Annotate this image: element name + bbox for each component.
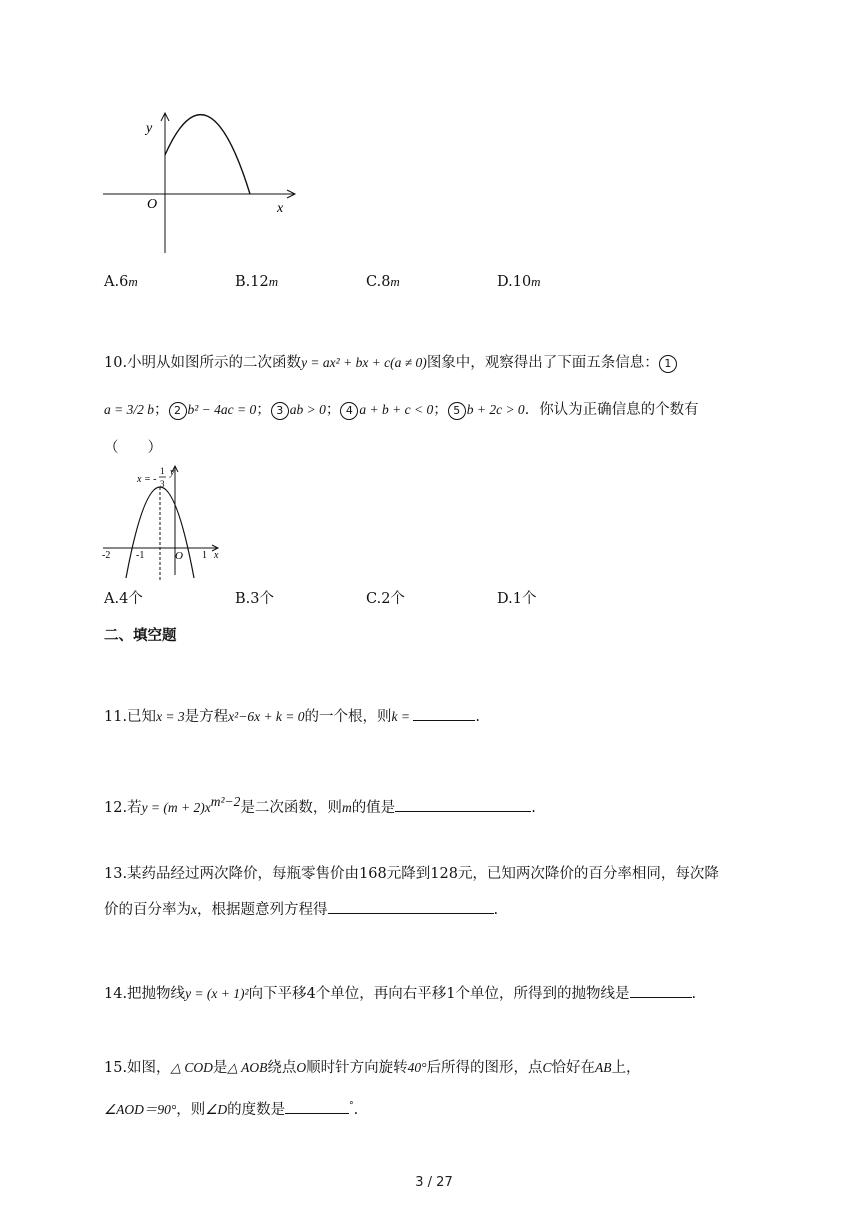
q9-option-d: D.10m xyxy=(497,274,541,290)
origin-label: O xyxy=(175,550,183,562)
q13-line-1: 13.某药品经过两次降价，每瓶零售价由168元降到128元，已知两次降价的百分率相同，每次降 xyxy=(104,866,719,882)
q11: 11.已知x = 3是方程x²−6x + k = 0的一个根，则k = . xyxy=(104,706,480,727)
tick-neg2: -2 xyxy=(102,550,111,561)
symmetry-label: x = - xyxy=(137,474,157,485)
section-title: 二、填空题 xyxy=(104,628,177,644)
x-axis-label: x xyxy=(277,201,284,216)
origin-label: O xyxy=(147,197,158,212)
answer-blank[interactable] xyxy=(413,706,475,721)
answer-blank[interactable] xyxy=(285,1099,349,1114)
answer-blank[interactable] xyxy=(630,983,692,998)
q10-option-a: A.4个 xyxy=(104,591,143,607)
q10-line-1: 10.小明从如图所示的二次函数y = ax² + bx + c(a ≠ 0)图象中，观察得出了下面五条信息： 1 xyxy=(104,353,678,373)
x-axis-label: x xyxy=(214,550,219,561)
q14: 14.把抛物线y = (x + 1)²向下平移4个单位，再向右平移1个单位，所得到的抛物线是 . xyxy=(104,983,696,1004)
parabola-curve xyxy=(165,115,250,194)
page-number: 3 / 27 xyxy=(415,1175,453,1190)
q12: 12.若$y = (m + 2)x^{m^2-2}$是二次函数，则m的值是 . xyxy=(104,794,536,816)
answer-blank[interactable] xyxy=(395,797,531,812)
q10-option-b: B.3个 xyxy=(235,591,274,607)
q10-line-2: a = 3/2 b； 2 b² − 4ac = 0； 3 ab > 0； 4 a + b + c < 0； 5 b + 2c > 0．你认为正确信息的个数有 xyxy=(104,402,699,418)
tick-neg1: -1 xyxy=(136,550,145,561)
tick-1: 1 xyxy=(202,550,207,561)
q9-option-b: B.12m xyxy=(235,274,279,290)
q10-option-c: C.2个 xyxy=(366,591,405,607)
answer-blank[interactable] xyxy=(328,899,494,914)
q10-option-d: D.1个 xyxy=(497,591,537,607)
q10-paren: （ ） xyxy=(104,440,162,456)
circled-1: 1 xyxy=(659,355,677,373)
y-axis-label: y xyxy=(170,467,175,478)
q15-line-2: ∠AOD＝90°，则∠D的度数是 °. xyxy=(104,1096,358,1120)
parabola-graph-2 xyxy=(0,460,868,600)
q9-option-a: A.6m xyxy=(104,274,138,290)
symmetry-frac-num: 1 xyxy=(160,466,165,476)
symmetry-frac-den: 3 xyxy=(160,479,165,489)
q9-option-c: C.8m xyxy=(366,274,400,290)
y-axis-label: y xyxy=(146,121,153,136)
parabola-graph-1 xyxy=(0,0,868,270)
q13-line-2: 价的百分率为x，根据题意列方程得 . xyxy=(104,899,498,920)
q15-line-1: 15.如图，△ COD是△ AOB绕点O顺时针方向旋转40°后所得的图形，点C恰好在AB上， xyxy=(104,1060,641,1076)
